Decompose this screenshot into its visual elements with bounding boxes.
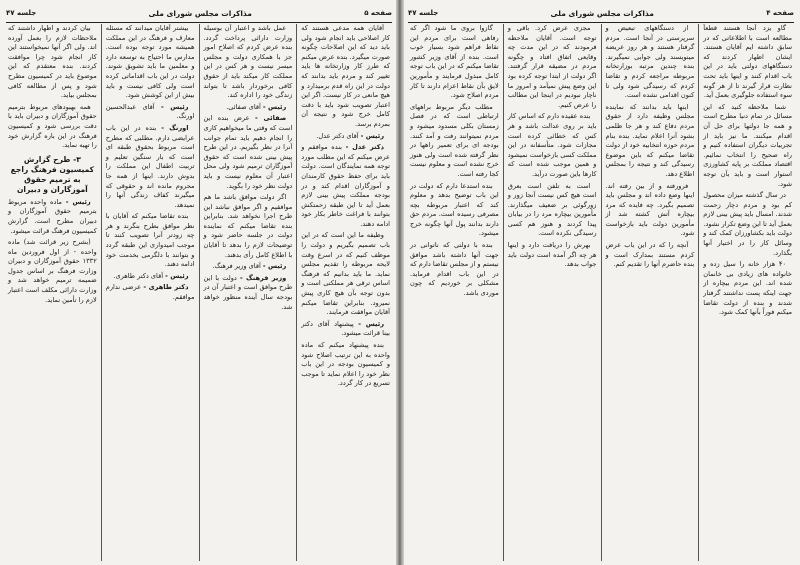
paragraph-text: عرضی ندارم موافقم. <box>105 283 195 302</box>
text-column <box>101 24 199 561</box>
paragraph <box>106 103 195 122</box>
paragraph <box>606 24 695 101</box>
paragraph-text: بیشتر آقایان میدانند که مسئله معارف و فرهنگ در این مملکت همیشه مورد توجه بوده است. مدارس ما احتیاج به توسعه دارد و معلمین ما باید تشویق شوند. دولت در این باب اقداماتی کرده است ولی کافی نیست و باید بیش از این کوشش شود. <box>105 24 195 100</box>
paragraph <box>410 241 499 299</box>
paragraph-text: گازوا بروی ما شود اگر که رفاهی است برای مردم این نقاط فراهم شود بسیار خوب است. بنده از آقای وزیر کشور تقاضا میکنم که در این باب توجه کامل مبذول فرمایند و مأمورین لایق بآن نقاط اعزام دارند تا کار مردم اصلاح شود. <box>410 24 499 100</box>
speaker-name: رئیس - <box>65 197 91 206</box>
paragraph <box>703 24 792 101</box>
paragraph <box>508 24 597 110</box>
paragraph-text: وظیفه ما این است که در این باب تصمیم بگیریم و دولت را موظف کنیم که در اسرع وقت لایحه مربوطه را تقدیم مجلس نماید. ما باید بدانیم که فرهنگ اساس ترقی هر مملکتی است و بدون توجه بآن هیچ کاری پیش نمیرود. بنابراین تقاضا میکنم آقایان موافقت فرمایند. <box>301 231 390 317</box>
left-page <box>0 0 398 565</box>
paragraph-text: بنده پیشنهاد میکنم که ماده واحده به این ترتیب اصلاح شود و کمیسیون بودجه در این باب نظر خود را اعلام نماید تا موجب تسریع در کار گردد. <box>301 341 390 388</box>
text-column <box>296 24 394 561</box>
paragraph <box>703 260 792 318</box>
paragraph-text: بنده عقیده دارم که اساس کار باید بر روی عدالت باشد و هر کس که خطائی کرده است مجازات شود. متأسفانه در این مملکت کسی بازخواست نمیشود و همین موجب شده است که کارها باین صورت درآید. <box>507 112 597 178</box>
paragraph <box>8 238 97 305</box>
paragraph <box>8 24 97 101</box>
speaker-name: رئیس - <box>262 262 287 271</box>
text-column <box>503 24 601 561</box>
paragraph-text: بنده تقاضا میکنم که آقایان با نظر موافق بطرح بنگرند و هر چه زودتر آنرا تصویب کنند تا موجب امیدواری این طبقه گردد و بتوانند با دلگرمی بخدمت خود ادامه دهند. <box>105 212 195 269</box>
paragraph <box>703 103 792 189</box>
page-number: صفحه ۴ <box>766 9 794 17</box>
text-column <box>406 24 503 561</box>
publication-title: مذاکرات مجلس شورای ملی <box>148 8 252 18</box>
left-page-columns <box>4 24 394 561</box>
paragraph <box>606 241 695 270</box>
paragraph-text: فرورفته و از بین رفته اند. اینها وضع داده اند و مجلس باید تصمیم بگیرد. چه فایده که مرد بیچاره آتش کشته شد از مأمورین دولت باید بازخواست شود. <box>605 181 695 238</box>
paragraph <box>606 103 695 180</box>
text-column <box>698 24 796 561</box>
paragraph-text: آقای صفائی. <box>226 102 261 111</box>
paragraph-text: مطلب دیگر مربوط براههای ارتباطی است که در فصل زمستان بکلی مسدود میشود و مردم نمیتوانند رفت و آمد کنند. بودجه ای برای تعمیر راهها در نظر گرفته شده است ولی هنوز خرج نشده است و معلوم نیست کجا رفته است. <box>410 102 499 178</box>
paragraph <box>106 24 195 101</box>
right-page-columns <box>406 24 796 561</box>
text-column <box>601 24 699 561</box>
speaker-name: اورنگ - <box>161 123 189 132</box>
speaker-name: وزیر فرهنگ - <box>239 273 287 282</box>
paragraph <box>204 274 293 312</box>
right-page <box>402 0 800 565</box>
paragraph-text: بنده با دولتی که ناتوانی در جهت آنها داشته باشد موافق نیستم و از مجلس تقاضا دارم که در این باب اقدام فرماید. مشکلی بر خوردیم که چون موردی باشد. <box>410 241 499 298</box>
paragraph <box>508 182 597 240</box>
paragraph <box>106 272 195 282</box>
paragraph-text: عمل باشد و اعتبار آن بوسیله وزارت دارائی پرداخت گردد. بنده عرض کردم که اصلاح امور جز با همکاری دولت و مجلس میسر نیست و هر کس در این مملکت کار میکند باید از حقوق کافی برخوردار باشد تا بتواند زندگی خود را اداره کند. <box>203 24 293 100</box>
paragraph <box>204 103 293 113</box>
paragraph <box>8 198 97 236</box>
right-page-header <box>408 6 794 23</box>
paragraph <box>703 191 792 258</box>
page-number: صفحه ۵ <box>364 9 392 17</box>
text-column <box>199 24 297 561</box>
paragraph <box>204 114 293 191</box>
paragraph <box>204 24 293 101</box>
speaker-name: دکتر عدل - <box>345 143 384 152</box>
paragraph-text: آقای وزیر فرهنگ. <box>212 262 261 271</box>
paragraph <box>106 124 195 210</box>
paragraph-text: آنچه را که در این باب عرض کردم مستند بمدارک است و بنده حاضرم آنها را تقدیم کنم. <box>605 241 695 269</box>
paragraph-text: ۴۰ هزار خانه را سیل زده و خانواده های زیادی بی خانمان شده اند. این مردم بیچاره از جهت اینکه پست نداشتند گرفتار شدند و بنده از دولت تقاضا میکنم فوراً بآنها کمک شود. <box>703 260 792 317</box>
section-heading: ۳- طرح گزارش کمیسیون فرهنگ راجع به ترمیم حقوق آموزگاران و دبیران <box>10 154 95 194</box>
paragraph-text: همه بهبودهای مربوط بترمیم حقوق آموزگاران و دبیران باید با دقت بررسی شود و کمیسیون فرهنگ در این باره گزارش خود را تهیه نماید. <box>8 102 97 150</box>
paragraph-text: آقای دکتر طاهری. <box>113 271 164 280</box>
paragraph-text: گاو یزد آنجا هستند قطعاً مطالعه است با اطلاعاتی که در سابق داشته ایم آقایان هستند. ایشان اظهار کردند که دستگاههای دولتی باید در این باب اقدام کنند و اینها باید تحت نظارت قرار گیرند تا از هر گونه سوء استفاده جلوگیری بعمل آید. <box>703 24 792 100</box>
paragraph-text: اگر دولت موافق باشد ما هم موافقیم و اگر موافق نباشد این طرح اجرا نخواهد شد. بنابراین بنده تقاضا میکنم که نماینده دولت در جلسه حاضر شود و توضیحات لازم را بدهد تا آقایان با اطلاع کامل رأی بدهند. <box>203 193 293 259</box>
paragraph-text: آقای عبدالحسین اورنگ. <box>105 102 195 121</box>
paragraph <box>106 283 195 302</box>
paragraph <box>301 143 390 229</box>
paragraph <box>204 262 293 272</box>
paragraph-text: شما ملاحظه کنید که این مسائل در تمام دنیا مطرح است و همه جا دولتها برای حل آن اقدام میکنند. ما نیز باید از تجربیات دیگران استفاده کنیم و راه صحیح را انتخاب نمائیم. اقتصاد مملکت بر پایه کشاورزی استوار است و باید بآن توجه شود. <box>703 102 792 188</box>
text-column <box>4 24 101 561</box>
paragraph <box>301 320 390 339</box>
paragraph <box>301 24 390 130</box>
paragraph <box>606 182 695 240</box>
paragraph <box>410 24 499 101</box>
speaker-name: رئیس - <box>165 271 189 280</box>
paragraph-text: آقایان همه مدعی هستند که کار اصلاحی باید انجام شود ولی باید دید که این اصلاحات چگونه صورت میگیرد. بنده عرض میکنم که طرز کار وزارتخانه ها باید تغییر کند و مردم باید بدانند که دولت در این راه قدم برمیدارد و هیچ مانعی در کار نیست. اگر این اعتبار تصویب شود باید با دقت کامل خرج شود و نتیجه آن بمردم برسد. <box>301 24 390 128</box>
speaker-name: رئیس - <box>160 102 189 111</box>
paragraph-text: اینها باید بدانند که نماینده مجلس وظیفه دارد از حقوق مردم دفاع کند و هر جا ظلمی بشود آنرا اعلام نماید. بنده بنام مردم حوزه انتخابیه خود از دولت تقاضا میکنم که باین موضوع رسیدگی کند و نتیجه را بمجلس اطلاع دهد. <box>605 102 695 178</box>
paragraph-text: بنده موافقم و عرض میکنم که این مطلب مورد توجه همه نمایندگان است. دولت باید برای حفظ حقوق کارمندان و آموزگاران اقدام کند و در بودجه مملکت پیش بینی لازم بعمل آید تا این طبقه زحمتکش بتوانند با فراغت خاطر بکار خود ادامه دهند. <box>301 143 390 228</box>
page-fold-gutter <box>396 0 404 565</box>
paragraph-text: عرض بنده این است که وقتی ما میخواهیم کاری را انجام دهیم باید تمام جوانب آنرا در نظر بگیریم. در این طرح پیش بینی شده است که حقوق آموزگاران ترمیم شود ولی محل اعتبار آن معلوم نیست و باید دولت نظر خود را بگوید. <box>203 114 293 190</box>
paragraph <box>8 103 97 151</box>
paragraph-text: مجزی عرض کرد. باقی و توجه است. آقایان ملاحظه فرمودند که در این مدت چه وقایعی اتفاق افتاد و چگونه مردم در مضیقه قرار گرفتند. اگر دولت از ابتدا توجه کرده بود این وضع پیش نمیآمد و امروز ما ناچار نبودیم در اینجا این مطالب را عرض کنیم. <box>507 24 597 109</box>
paragraph-text: (بشرح زیر قرائت شد) ماده واحده - از اول فروردین ماه ۱۳۳۲ حقوق آموزگاران و دبیران وزارت فرهنگ بر اساس جدول ضمیمه ترمیم خواهد شد و وزارت دارائی مکلف است اعتبار لازم را تأمین نماید. <box>8 238 97 304</box>
paragraph <box>301 341 390 389</box>
paragraph-text: بیان کردند و اظهار داشتند که ملاحظات لازم را بعمل آورده اند. ولی اگر آنها نمیخواستند این کار انجام شود چرا موافقت کردند. بنده معتقدم که این موضوع باید در کمیسیون مطرح شود و پس از مطالعه کافی بمجلس بیاید. <box>8 24 97 100</box>
left-page-header <box>6 6 392 23</box>
paragraph-text: از دستگاههای تبعیض و سرپرستی در آنجا است. مردم گرفتار هستند و هر روز عریضه مینویسند ولی جوابی نمیگیرند. بنده چندین مرتبه بوزارتخانه مربوطه مراجعه کردم و تقاضا کردم که رسیدگی شود ولی تا کنون اقدامی نشده است. <box>605 24 695 100</box>
publication-title: مذاکرات مجلس شورای ملی <box>550 8 654 18</box>
paragraph-text: است به تلفن است بعرق است هیچ کس نیست آنجا زور و زورگوئی بر ضعیف میگذارند. مأمورین بیچاره مرد را در بیابان پیدا کردند و هنوز هم کسی رسیدگی نکرده است. <box>507 181 597 238</box>
paragraph <box>204 193 293 260</box>
speaker-name: رئیس - <box>262 102 287 111</box>
speaker-name: رئیس - <box>358 319 384 328</box>
paragraph <box>410 182 499 240</box>
paragraph <box>301 231 390 317</box>
paragraph <box>106 212 195 270</box>
session-number: جلسه ۴۷ <box>6 9 37 17</box>
paragraph-text: بنده در این باب عرایضی دارم. مطلبی که مطرح است مربوط بحقوق طبقه ای است که بار سنگین تعلیم و تربیت اطفال این مملکت را بدوش دارند. اینها از همه جا محروم مانده اند و حقوقی که میگیرند کفاف زندگی آنها را نمیدهد. <box>105 123 195 209</box>
session-number: جلسه ۴۷ <box>408 9 439 17</box>
speaker-name: صفائی - <box>255 114 287 123</box>
paragraph <box>508 241 597 270</box>
speaker-name: دکتر طاهری - <box>143 283 189 292</box>
paragraph-text: دولت با این طرح موافق است و اعتبار آن در بودجه سال آینده منظور خواهد شد. <box>203 273 293 311</box>
paragraph-text: بنده استدعا دارم که دولت در این باب توضیح بدهد و معلوم کند که اعتبار مربوطه بچه مصرفی رسیده است. مردم حق دارند بدانند پول آنها چگونه خرج میشود. <box>410 181 499 238</box>
paragraph-text: بهرش را دریافت دارد و اینها هر چه اگر آمده است دولت باید جواب بدهد. <box>507 241 597 269</box>
paragraph <box>410 103 499 180</box>
paragraph-text: آقای دکتر عدل. <box>316 131 359 140</box>
speaker-name: رئیس - <box>360 131 384 140</box>
paragraph <box>301 132 390 142</box>
paragraph-text: در سال گذشته میزان محصول کم بود و مردم دچار زحمت شدند. امسال باید پیش بینی لازم بعمل آید تا این وضع تکرار نشود. دولت باید بکشاورزان کمک کند و وسائل کار را در اختیار آنها بگذارد. <box>703 191 792 257</box>
paragraph <box>508 112 597 179</box>
paragraph-text: ماده واحده مربوط بترمیم حقوق آموزگاران و دبیران مطرح است. گزارش کمیسیون فرهنگ قرائت میشود. <box>8 197 97 235</box>
paragraph-text: پیشنهاد آقای دکتر بینا قرائت میشود. <box>301 319 390 338</box>
